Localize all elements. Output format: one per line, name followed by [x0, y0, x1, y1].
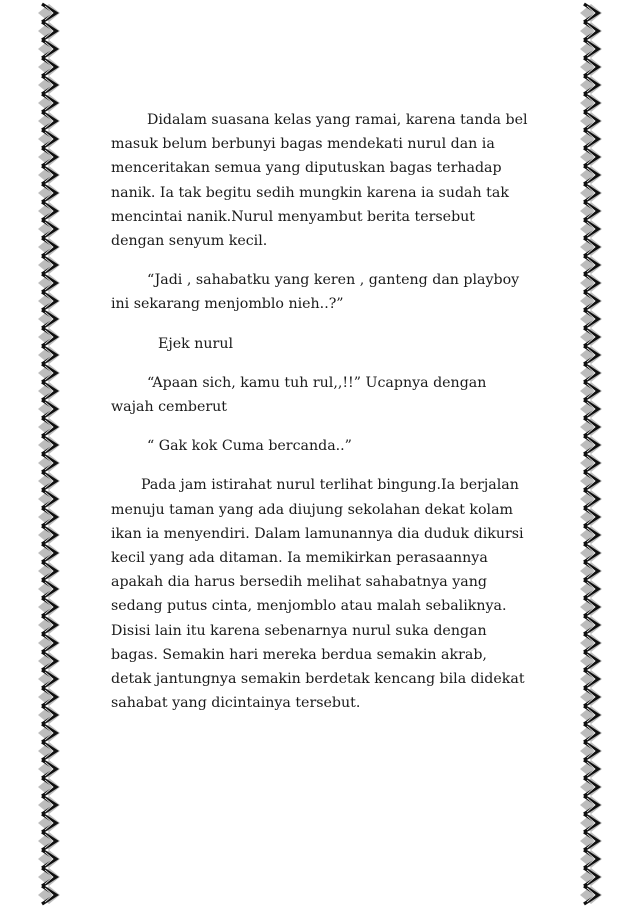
paragraph-3: Ejek nurul — [158, 335, 233, 352]
paragraph-4: “Apaan sich, kamu tuh rul,,!!” Ucapnya dengan wajah cemberut — [111, 374, 487, 416]
paragraph-2: “Jadi , sahabatku yang keren , ganteng dan playboy ini sekarang menjomblo nieh..?” — [111, 272, 520, 313]
paragraph-5: “ Gak kok Cuma bercanda..” — [147, 438, 352, 455]
paragraph-6: Pada jam istirahat nurul terlihat bingung.Ia berjalan menuju taman yang ada diujung sekolahan dekat kolam ikan ia menyendiri. Dalam lamunannya dia duduk dikursi kecil yang ada ditaman. Ia memikirkan perasaannya apakah dia harus bersedih melihat sahabatnya yang sedang putus cinta, menjomblo atau malah sebaliknya. Disisi lain itu karena sebenarnya nurul suka dengan bagas. Semakin hari mereka berdua semakin akrab, detak jantungnya semakin berdetak kencang bila didekat sahabat yang dicintainya tersebut. — [111, 477, 525, 712]
right-decorative-border — [578, 0, 604, 906]
story-text — [111, 108, 531, 730]
left-decorative-border — [36, 0, 62, 906]
paragraph-1: Didalam suasana kelas yang ramai, karena tanda bel masuk belum berbunyi bagas mendekati nurul dan ia menceritakan semua yang diputuskan bagas terhadap nanik. Ia tak begitu sedih mungkin karena ia sudah tak mencintai nanik.Nurul menyambut berita tersebut dengan senyum kecil. — [111, 112, 528, 250]
